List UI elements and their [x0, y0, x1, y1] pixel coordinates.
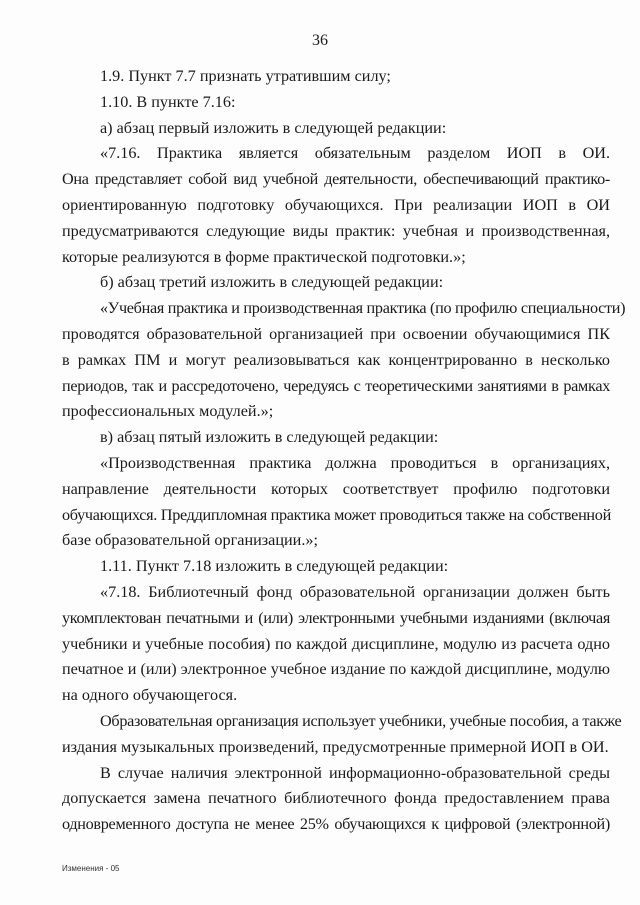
text-line: 1.10. В пункте 7.16:: [100, 92, 236, 111]
text-line: профессиональных модулей.»;: [62, 402, 274, 421]
text-line: а) абзац первый изложить в следующей редакции:: [100, 118, 447, 137]
text-line: В случае наличия электронной информационно-образовательной среды: [100, 763, 610, 782]
text-line: 1.9. Пункт 7.7 признать утратившим силу;: [100, 67, 391, 85]
text-line: базе образовательной организации.»;: [62, 531, 318, 550]
text-line: «7.16. Практика является обязательным разделом ИОП в ОИ.: [100, 144, 610, 163]
text-line: 1.11. Пункт 7.18 изложить в следующей редакции:: [100, 557, 449, 576]
text-line: периодов, так и рассредоточено, чередуясь с теоретическими занятиями в рамках: [62, 376, 610, 395]
text-line: Она представляет собой вид учебной деятельности, обеспечивающий практико-: [62, 170, 610, 189]
document-body: [62, 64, 626, 838]
text-line: «7.18. Библиотечный фонд образовательной организации должен быть: [100, 582, 610, 601]
text-line: которые реализуются в форме практической подготовки.»;: [62, 247, 466, 266]
text-line: одновременного доступа не менее 25% обучающихся к цифровой (электронной): [62, 815, 610, 834]
text-line: учебники и учебные пособия) по каждой дисциплине, модулю из расчета одно: [62, 634, 610, 653]
text-line: в рамках ПМ и могут реализовываться как концентрированно в несколько: [62, 350, 610, 369]
text-line: Образовательная организация использует учебники, учебные пособия, а также: [100, 711, 622, 730]
text-line: в) абзац пятый изложить в следующей редакции:: [100, 428, 439, 447]
text-line: печатное и (или) электронное учебное издание по каждой дисциплине, модулю: [62, 660, 610, 679]
text-line: б) абзац третий изложить в следующей редакции:: [100, 273, 444, 292]
text-line: ориентированную подготовку обучающихся. При реализации ИОП в ОИ: [62, 195, 610, 214]
text-line: направление деятельности которых соответствует профилю подготовки: [62, 479, 610, 498]
page-number: 36: [312, 32, 328, 49]
text-line: проводятся образовательной организацией при освоении обучающимися ПК: [62, 324, 610, 343]
text-line: «Учебная практика и производственная практика (по профилю специальности): [100, 299, 626, 318]
text-line: укомплектован печатными и (или) электронными учебными изданиями (включая: [62, 608, 610, 627]
text-line: предусматриваются следующие виды практик: учебная и производственная,: [62, 221, 610, 240]
text-line: допускается замена печатного библиотечного фонда предоставлением права: [62, 789, 610, 808]
text-line: обучающихся. Преддипломная практика может проводиться также на собственной: [62, 505, 611, 524]
text-line: издания музыкальных произведений, предусмотренные примерной ИОП в ОИ.: [62, 737, 609, 756]
text-line: «Производственная практика должна проводиться в организациях,: [100, 453, 610, 472]
footer-note: Изменения - 05: [62, 864, 120, 873]
text-line: на одного обучающегося.: [62, 686, 238, 705]
